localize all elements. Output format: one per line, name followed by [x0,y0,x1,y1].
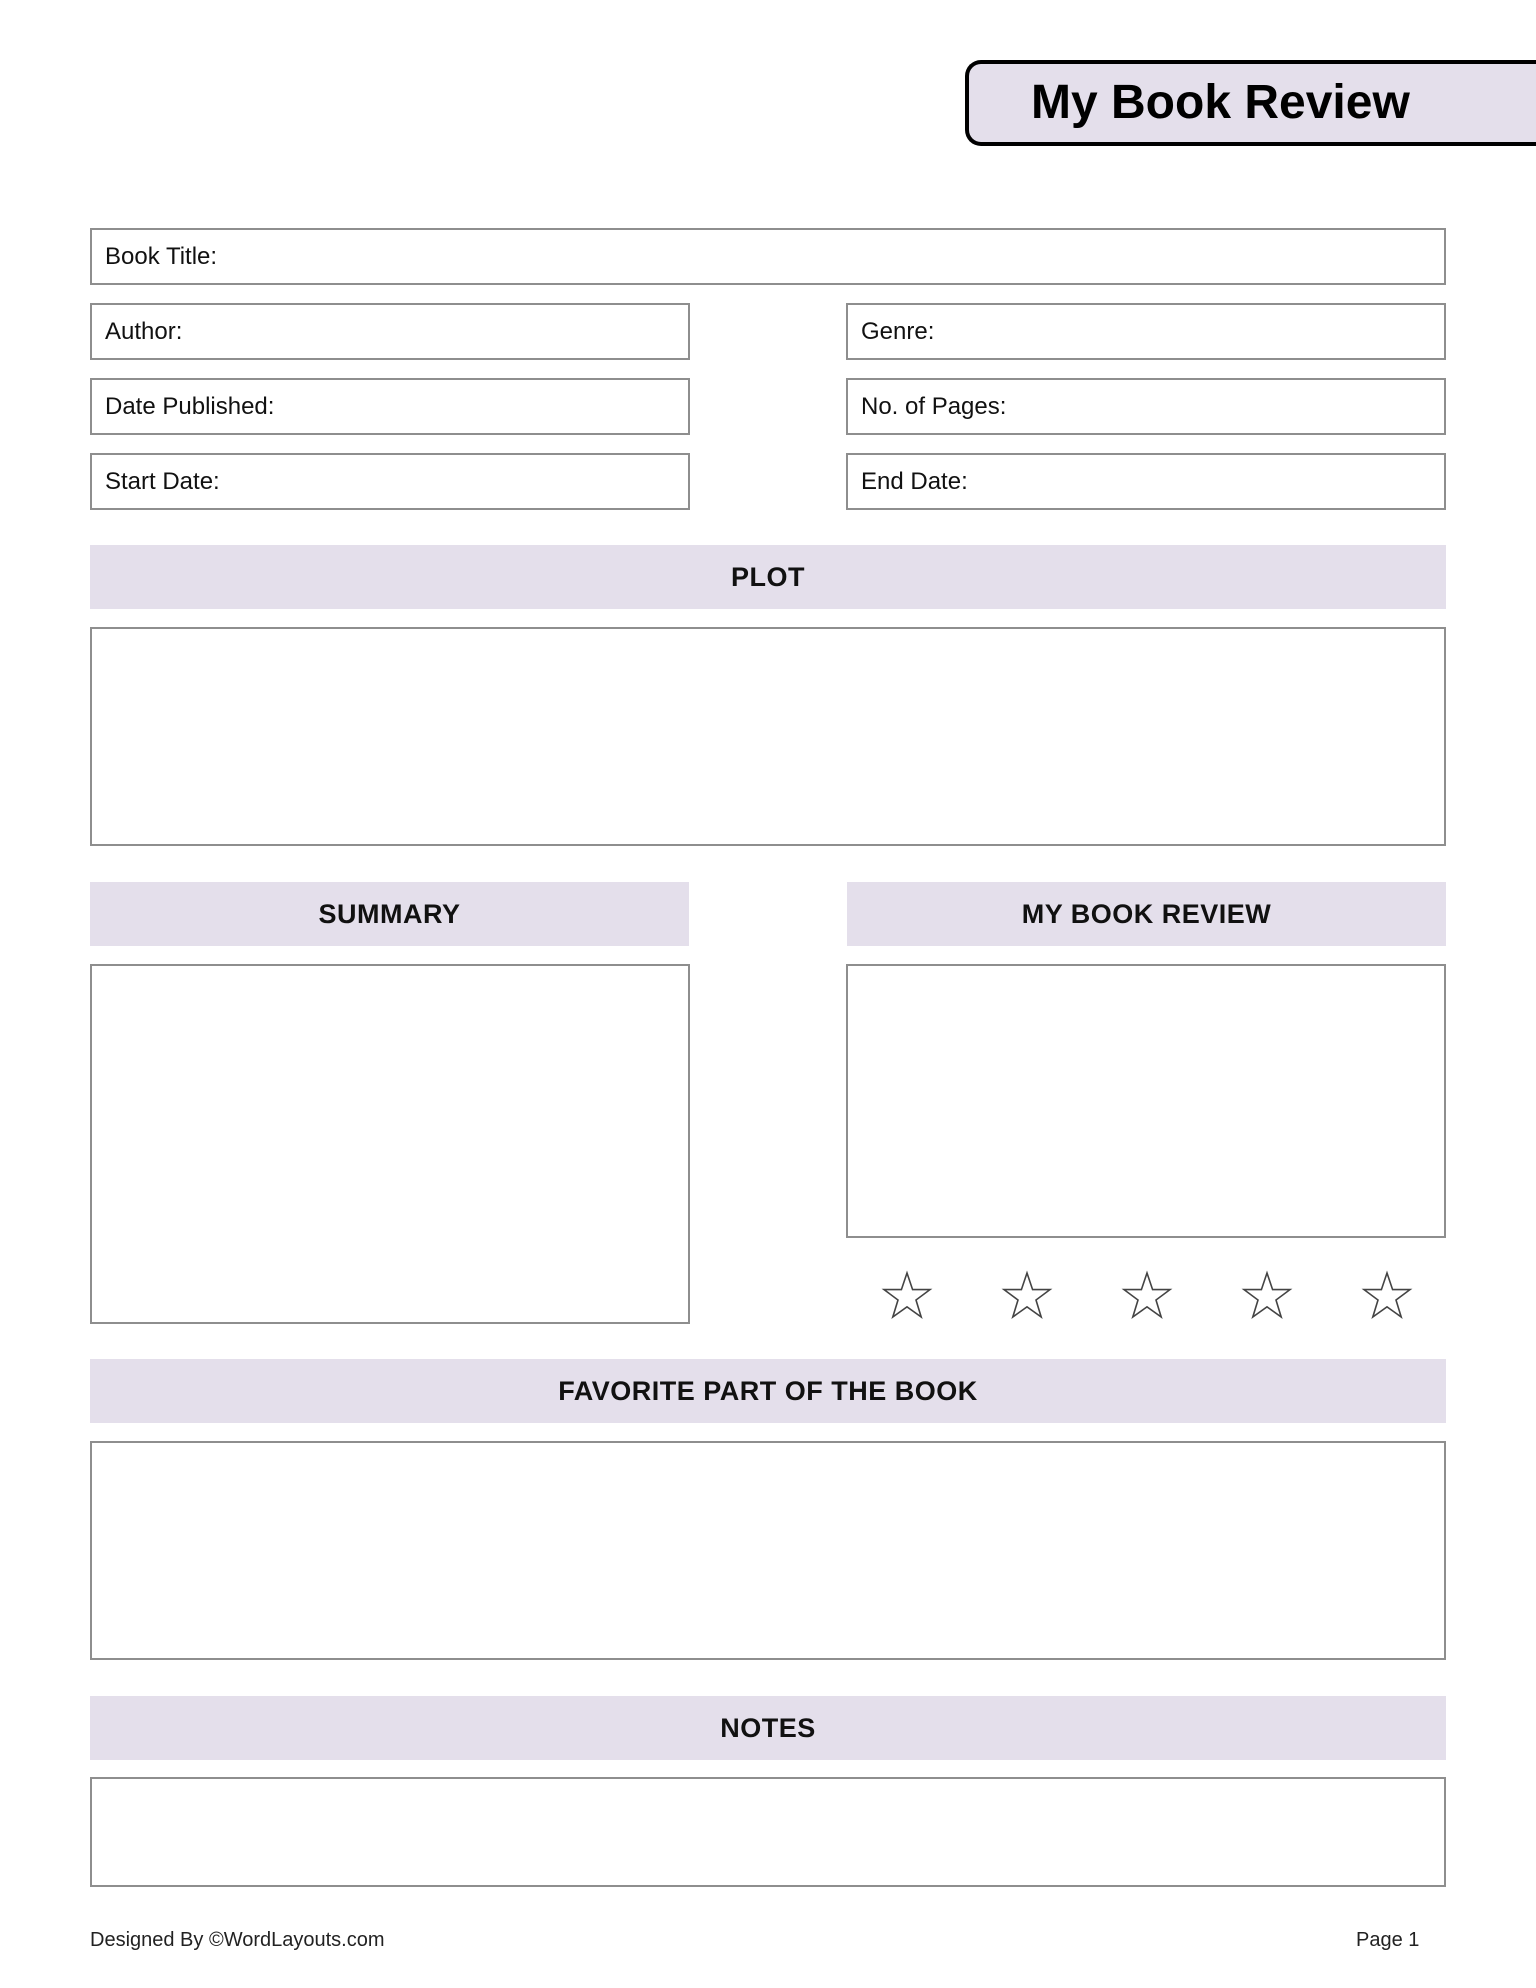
star-outline-icon[interactable] [1121,1270,1173,1322]
start-date-field[interactable] [90,453,690,510]
genre-field[interactable] [846,303,1446,360]
book-title-label: Book Title: [105,243,218,270]
my-book-review-heading: MY BOOK REVIEW [847,882,1446,946]
title-tab [965,60,1536,146]
no-of-pages-field[interactable] [846,378,1446,435]
no-of-pages-label: No. of Pages: [861,393,1007,420]
star-rating [846,1268,1446,1328]
summary-textbox[interactable] [90,964,690,1324]
star-outline-icon[interactable] [1241,1270,1293,1322]
notes-heading: NOTES [90,1696,1446,1760]
page-title: My Book Review [1031,76,1410,129]
end-date-field[interactable] [846,453,1446,510]
date-published-label: Date Published: [105,393,275,420]
end-date-label: End Date: [861,468,968,495]
author-label: Author: [105,318,183,345]
footer-credit: Designed By ©WordLayouts.com [90,1929,385,1951]
summary-heading: SUMMARY [90,882,689,946]
star-outline-icon[interactable] [881,1270,933,1322]
favorite-part-textbox[interactable] [90,1441,1446,1660]
date-published-field[interactable] [90,378,690,435]
star-outline-icon[interactable] [1361,1270,1413,1322]
book-title-field[interactable] [90,228,1446,285]
page-number: Page 1 [1356,1929,1420,1951]
notes-textbox[interactable] [90,1777,1446,1887]
author-field[interactable] [90,303,690,360]
review-textbox[interactable] [846,964,1446,1238]
plot-textbox[interactable] [90,627,1446,846]
plot-heading: PLOT [90,545,1446,609]
star-outline-icon[interactable] [1001,1270,1053,1322]
start-date-label: Start Date: [105,468,220,495]
favorite-part-heading: FAVORITE PART OF THE BOOK [90,1359,1446,1423]
genre-label: Genre: [861,318,935,345]
